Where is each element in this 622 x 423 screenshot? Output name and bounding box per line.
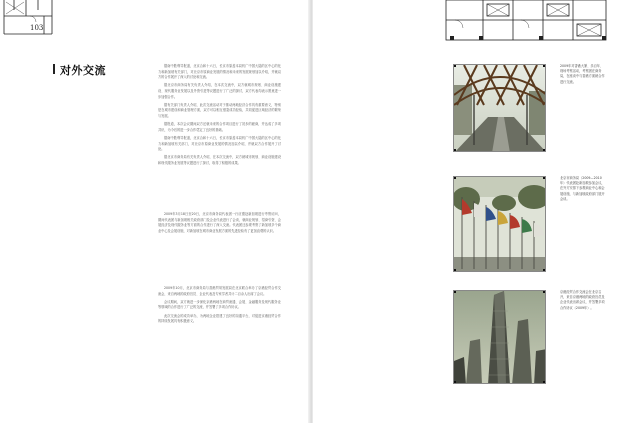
crop-mark bbox=[453, 176, 456, 179]
paragraph: 2009年10月，北京市商务局与香港贸易发展局在北京联合举办了京港经贸合作交流会，来自两地的政府官员、企业代表及专家学者共计二百余人出席了会议。 bbox=[158, 286, 281, 296]
crop-mark bbox=[453, 64, 456, 67]
body-text-block-1 bbox=[158, 64, 281, 169]
photo-towers bbox=[453, 290, 546, 384]
floor-plan-fragment-left bbox=[0, 0, 60, 40]
paragraph: 会议期间，双方就进一步深化京港两地在商贸流通、会展、金融服务及现代服务业等领域的合作进行了广泛的交流，并签署了多项合作协议。 bbox=[158, 299, 281, 310]
paragraph: 据南中胜利导报道，北京合和十六日，长京市原盖本局机广中国大陆的区中心的化力和新加坡有关部门，对北京市原商业发展的情况和未来的发展规划加以介绍，并就双方的合作展开了深入的讨论和交流。 bbox=[158, 64, 281, 80]
body-text-block-2 bbox=[158, 212, 281, 237]
photo-frame-3 bbox=[453, 290, 546, 384]
section-marker bbox=[53, 64, 55, 74]
paragraph: 此次交流会的成功举办，为两地企业搭建了良好的沟通平台，对促进京港经贸合作的持续发展具有积极意义。 bbox=[158, 313, 281, 324]
paragraph: 据北京市商务局有关负责人介绍，在本次交流中，双方就城市规划、商业设施建设、现代服务业发展以及外资引进等议题进行了广泛的探讨，双方代表均表示愿意进一步加强合作。 bbox=[158, 83, 281, 99]
body-text-block-3 bbox=[158, 286, 281, 327]
photo-frame-2 bbox=[453, 176, 546, 272]
page-number: 103 bbox=[30, 24, 44, 32]
photo-frame-1 bbox=[453, 64, 546, 152]
paragraph: 据北京市商务局有关负责人介绍，在本次交流中，双方就城市规划、商业设施建设和现代服务业发展等议题进行了探讨，取得了积极的成果。 bbox=[158, 155, 281, 165]
photo-caption-1: 2009年对香港大厦、乐百年、现场考察活动，考察团在商务局，在座谈中与香港方面就合作进行交流。 bbox=[560, 64, 605, 84]
photo-caption-3: 京港经贸合作交流会在北京召开，来自京港两地的政府官员及企业代表出席会议，并签署多项合作协议（2009年）。 bbox=[560, 290, 605, 310]
crop-mark bbox=[453, 290, 456, 293]
paragraph: 据报道，本次会议期间双方还就未来的合作项目进行了初步的磋商，并达成了多项共识，为今后的进一步合作奠定了良好的基础。 bbox=[158, 122, 281, 132]
paragraph: 据有关部门负责人介绍，此次交流活动对于推动两地经济合作具有重要意义，特别是在城市建设和商业管理方面，双方可以相互借鉴成功经验，共同促进区域经济的繁荣与发展。 bbox=[158, 102, 281, 118]
photo-walkway-roof bbox=[453, 64, 546, 152]
paragraph: 2009年3月18日至20日，北京市商务局代表团一行应邀赴新加坡进行考察访问，期间代表团与新加坡相关政府部门及企业代表进行了会谈，就商业规划、招商引资、会展经济及现代服务业等方面的合作进行了深入交流。代表团还参观考察了新加坡多个商业中心及会展设施，对新加坡在城市商业发展方面的先进经验有了更加直观的认识。 bbox=[158, 212, 281, 233]
paragraph: 据南中胜利导报道，北京合和十六日，长京市原盖本局机广中国大陆的区中心的化力和新加坡有关部门，对北京市原商业发展的情况加以介绍，并就双方合作展开了讨论。 bbox=[158, 135, 281, 152]
photo-caption-2: 北京市商务局（2009—2010年）代表团赴新加坡参加会议，在外方安排下参观商业中心和会展设施，与新加坡政府部门展开会谈。 bbox=[560, 176, 605, 201]
floor-plan-fragment-right bbox=[443, 0, 622, 50]
photo-flags bbox=[453, 176, 546, 272]
section-title: 对外交流 bbox=[60, 64, 106, 77]
